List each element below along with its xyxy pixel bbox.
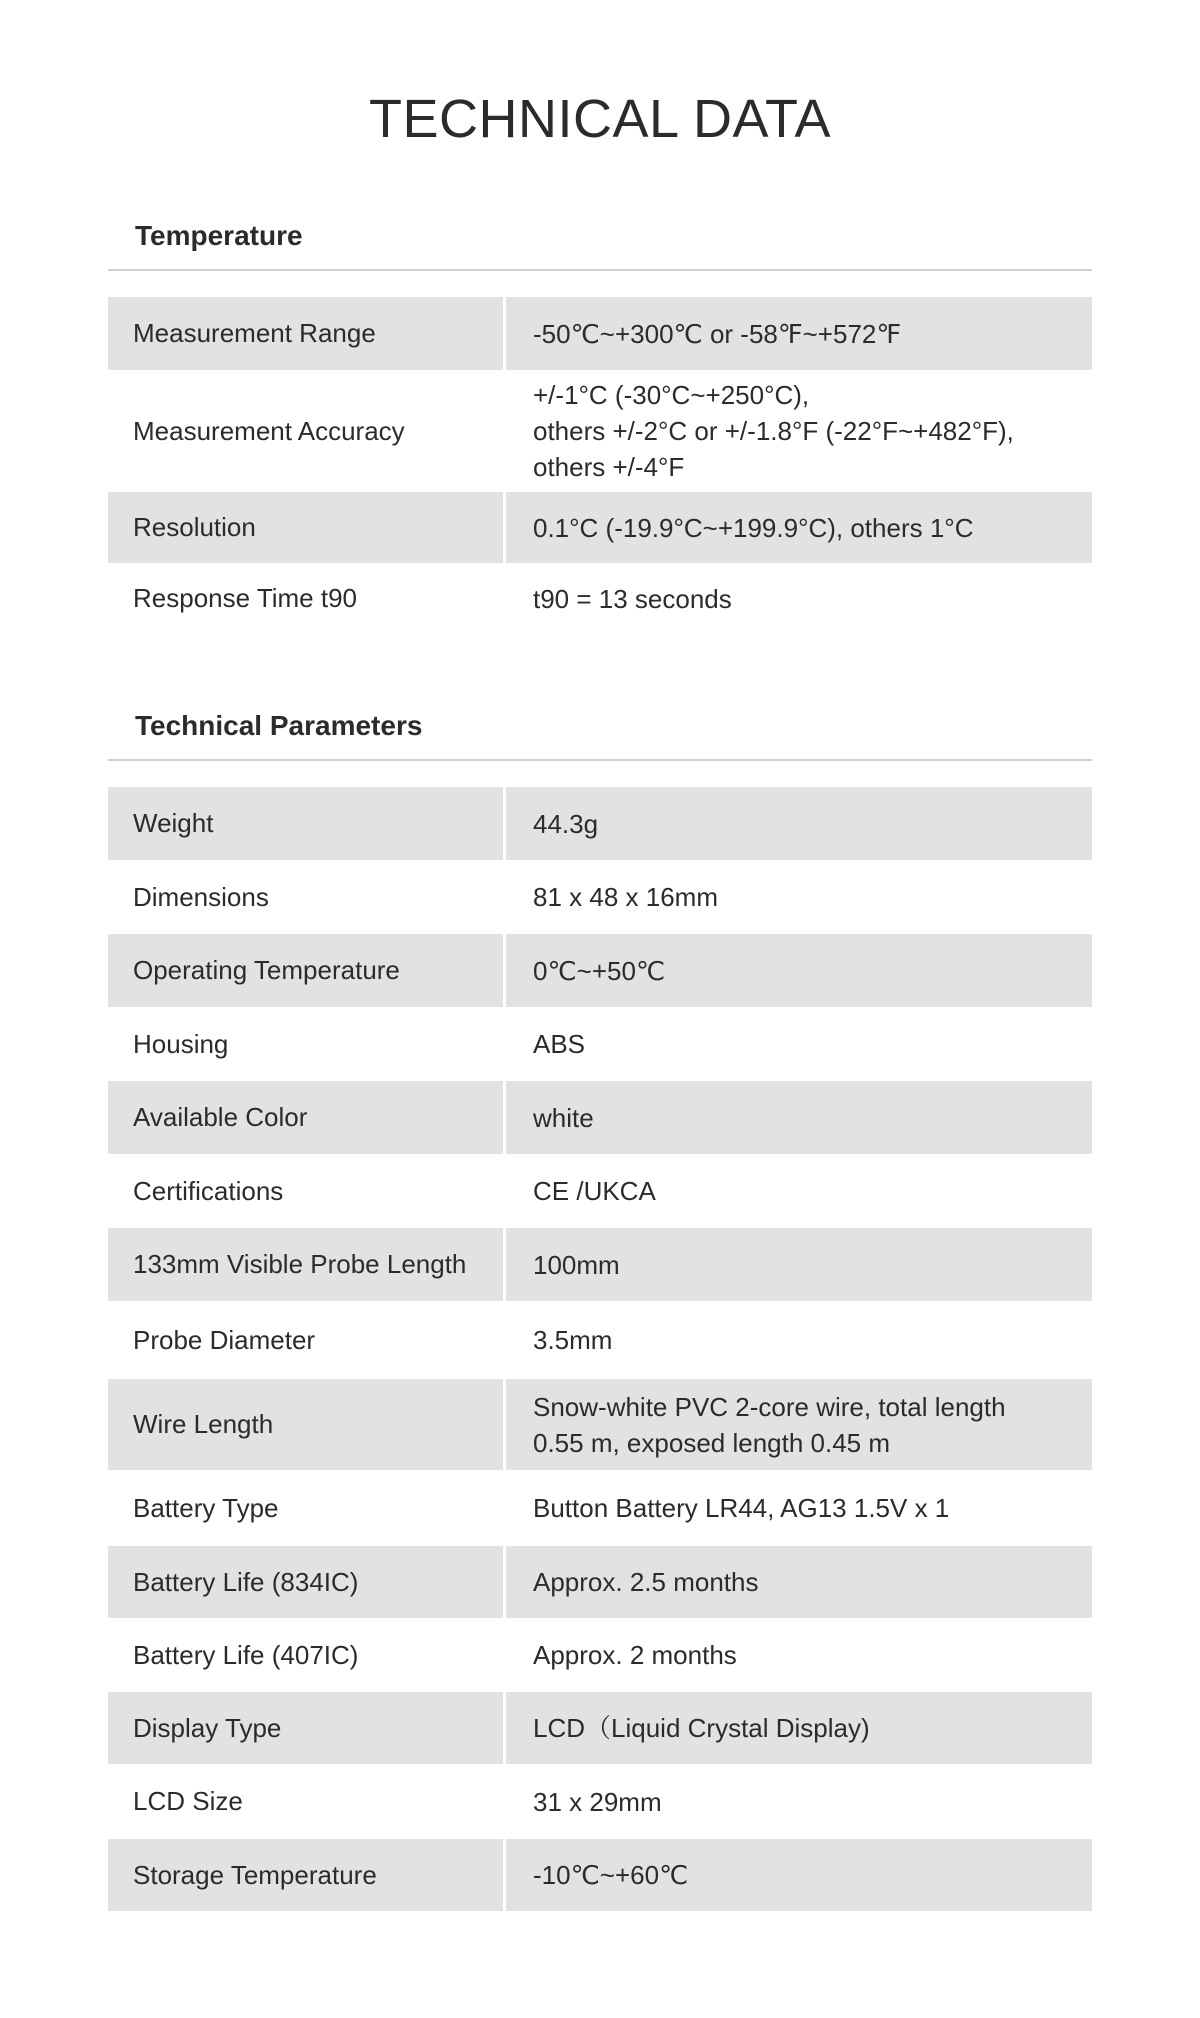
spec-value — [506, 370, 1092, 492]
spec-row-measurement-accuracy — [108, 370, 1092, 492]
technical-parameters-section — [108, 706, 1092, 1911]
spec-value — [506, 492, 1092, 563]
spec-row-housing — [108, 1007, 1092, 1081]
spec-label: Battery Type — [133, 1492, 279, 1523]
spec-value-text: CE /UKCA — [533, 1176, 656, 1206]
spec-value-text: 0℃~+50℃ — [533, 955, 666, 986]
spec-label: Probe Diameter — [133, 1324, 316, 1355]
spec-label: Wire Length — [133, 1409, 274, 1439]
spec-value — [506, 1546, 1092, 1618]
spec-value-text: 100mm — [533, 1249, 620, 1280]
spec-label: Display Type — [133, 1712, 282, 1743]
spec-value-text: +/-1°C (-30°C~+250°C), others +/-2°C or +/-1.8°F (-22°F~+482°F), others +/-4°F — [533, 380, 1014, 482]
spec-value-text: 3.5mm — [533, 1325, 613, 1355]
spec-value-text: ABS — [533, 1029, 586, 1059]
spec-row-storage-temperature — [108, 1839, 1092, 1911]
spec-row-weight — [108, 787, 1092, 860]
spec-value — [506, 1007, 1092, 1081]
spec-row-probe-diameter — [108, 1301, 1092, 1379]
spec-value-text: 0.1°C (-19.9°C~+199.9°C), others 1°C — [533, 512, 974, 543]
spec-value-text: Approx. 2.5 months — [533, 1567, 759, 1597]
section-title-temperature: Temperature — [135, 220, 303, 251]
spec-value — [506, 1764, 1092, 1839]
spec-row-lcd-size — [108, 1764, 1092, 1839]
page-title: TECHNICAL DATA — [368, 89, 832, 149]
spec-row-response-time — [108, 563, 1092, 634]
technical-parameters-spec-table — [108, 787, 1092, 1911]
spec-row-dimensions — [108, 860, 1092, 934]
spec-value-text: -10℃~+60℃ — [533, 1860, 689, 1890]
spec-value — [506, 1228, 1092, 1301]
spec-value — [506, 1379, 1092, 1470]
spec-row-visible-probe-length — [108, 1228, 1092, 1301]
spec-value — [506, 297, 1092, 370]
spec-row-available-color — [108, 1081, 1092, 1154]
spec-label: Battery Life (407IC) — [133, 1639, 359, 1670]
spec-value-text: -50℃~+300℃ or -58℉~+572℉ — [533, 318, 902, 349]
spec-label: LCD Size — [133, 1786, 243, 1816]
spec-value-text: 81 x 48 x 16mm — [533, 882, 718, 912]
spec-value-text: Snow-white PVC 2-core wire, total length 0.55 m, exposed length 0.45 m — [533, 1391, 1006, 1458]
spec-label: Measurement Accuracy — [133, 415, 405, 446]
spec-value — [506, 1618, 1092, 1692]
spec-row-battery-type — [108, 1470, 1092, 1546]
spec-value-text: t90 = 13 seconds — [533, 583, 732, 614]
temperature-spec-table — [108, 297, 1092, 634]
spec-row-display-type — [108, 1692, 1092, 1764]
spec-value — [506, 563, 1092, 634]
spec-row-wire-length — [108, 1379, 1092, 1470]
spec-label: Operating Temperature — [133, 955, 400, 985]
spec-label: Response Time t90 — [133, 583, 358, 613]
temperature-section — [108, 216, 1092, 634]
spec-label: Housing — [133, 1028, 229, 1059]
spec-label: Certifications — [133, 1175, 284, 1206]
spec-label: Battery Life (834IC) — [133, 1566, 359, 1597]
spec-value — [506, 787, 1092, 860]
spec-row-battery-life-407ic — [108, 1618, 1092, 1692]
spec-value-text: Approx. 2 months — [533, 1640, 737, 1670]
section-divider — [108, 759, 1092, 761]
spec-value — [506, 934, 1092, 1007]
section-title-technical-parameters: Technical Parameters — [135, 710, 423, 741]
spec-value — [506, 1839, 1092, 1911]
spec-value — [506, 1301, 1092, 1379]
spec-value-text: Button Battery LR44, AG13 1.5V x 1 — [533, 1493, 950, 1523]
spec-value — [506, 1470, 1092, 1546]
spec-label: Weight — [133, 808, 214, 838]
spec-row-certifications — [108, 1154, 1092, 1228]
spec-label: Dimensions — [133, 881, 269, 912]
spec-value — [506, 1154, 1092, 1228]
spec-label: Available Color — [133, 1102, 308, 1132]
spec-value-text: white — [533, 1102, 594, 1133]
spec-value-text: LCD（Liquid Crystal Display) — [533, 1713, 870, 1743]
spec-label: Measurement Range — [133, 318, 376, 348]
spec-label: Storage Temperature — [133, 1859, 377, 1890]
spec-value — [506, 1692, 1092, 1764]
spec-value-text: 31 x 29mm — [533, 1786, 662, 1817]
section-divider — [108, 269, 1092, 271]
spec-row-operating-temperature — [108, 934, 1092, 1007]
spec-label: 133mm Visible Probe Length — [133, 1249, 467, 1279]
spec-value-text: 44.3g — [533, 808, 599, 839]
spec-row-resolution — [108, 492, 1092, 563]
spec-value — [506, 860, 1092, 934]
spec-value — [506, 1081, 1092, 1154]
spec-label: Resolution — [133, 512, 256, 542]
spec-row-measurement-range — [108, 297, 1092, 370]
spec-row-battery-life-834ic — [108, 1546, 1092, 1618]
